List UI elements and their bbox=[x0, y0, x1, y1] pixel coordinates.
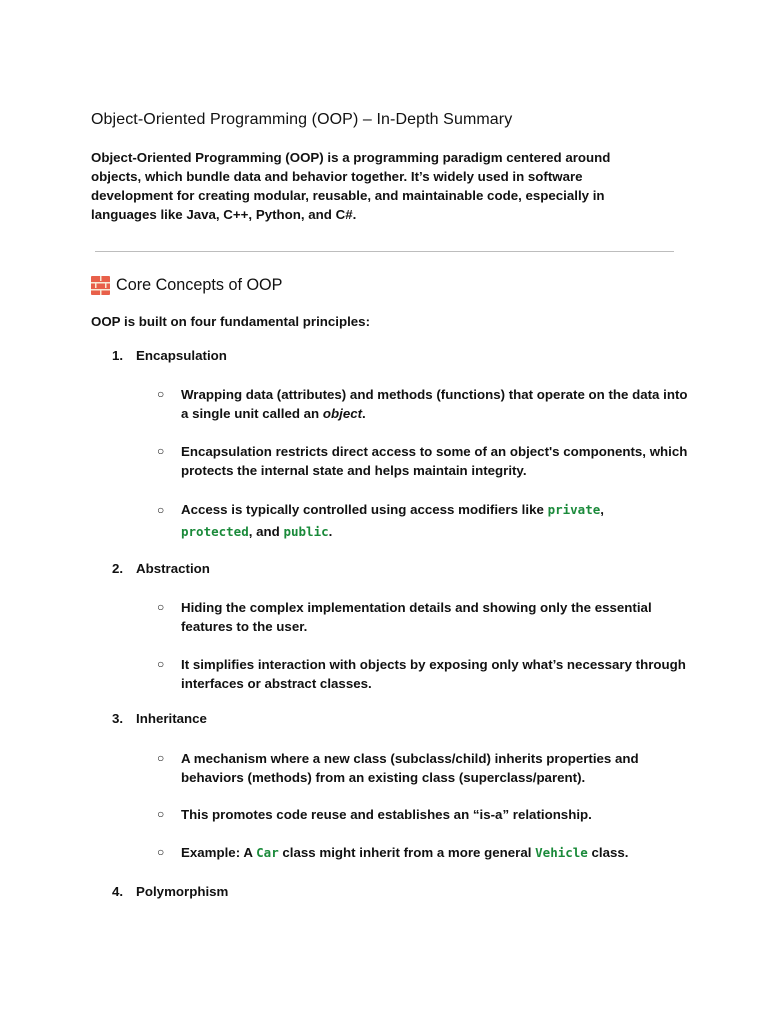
list-number: 4. bbox=[112, 884, 124, 899]
section-heading bbox=[91, 276, 282, 295]
list-item-polymorphism bbox=[112, 884, 228, 899]
bullet-marker: ○ bbox=[157, 444, 165, 458]
list-number: 2. bbox=[112, 561, 124, 576]
code-vehicle: Vehicle bbox=[535, 845, 588, 860]
bullet-marker: ○ bbox=[157, 387, 165, 401]
bullet-text: Access is typically controlled using access modifiers like private, protected, and public. bbox=[181, 502, 604, 539]
bullet-marker: ○ bbox=[157, 503, 165, 517]
bullet-text: Encapsulation restricts direct access to some of an object's components, which protects the internal state and helps maintain integrity. bbox=[181, 444, 688, 478]
intro-paragraph: Object-Oriented Programming (OOP) is a programming paradigm centered around objects, which bundle data and behavior together. It’s widely used in software development for creating modular, reusable, and maintainable code, especially in languages like Java, C++, Python, and C#. bbox=[91, 150, 611, 222]
list-item-inheritance bbox=[112, 711, 207, 726]
list-item-label: Encapsulation bbox=[136, 348, 227, 363]
bullet-text: Hiding the complex implementation details and showing only the essential features to the user. bbox=[181, 600, 652, 634]
bullet-text: It simplifies interaction with objects by exposing only what’s necessary through interfaces or abstract classes. bbox=[181, 657, 686, 691]
bullet-text: This promotes code reuse and establishes an “is-a” relationship. bbox=[181, 807, 592, 822]
list-number: 1. bbox=[112, 348, 124, 363]
code-protected: protected bbox=[181, 524, 249, 539]
bullet-marker: ○ bbox=[157, 600, 165, 614]
code-public: public bbox=[283, 524, 329, 539]
bullet-marker: ○ bbox=[157, 657, 165, 671]
bullet-text: A mechanism where a new class (subclass/child) inherits properties and behaviors (methods) from an existing class (superclass/parent). bbox=[181, 751, 639, 785]
list-number: 3. bbox=[112, 711, 124, 726]
list-item-encapsulation bbox=[112, 348, 227, 363]
horizontal-rule bbox=[95, 251, 674, 252]
bullet-marker: ○ bbox=[157, 751, 165, 765]
brick-icon bbox=[91, 276, 110, 295]
section-lead: OOP is built on four fundamental principles: bbox=[91, 314, 371, 329]
list-item-label: Inheritance bbox=[136, 711, 207, 726]
bullet-text: Wrapping data (attributes) and methods (functions) that operate on the data into a single unit called an object. bbox=[181, 387, 688, 421]
code-car: Car bbox=[256, 845, 279, 860]
bullet-text: Example: A Car class might inherit from a more general Vehicle class. bbox=[181, 845, 629, 860]
list-item-abstraction bbox=[112, 561, 210, 576]
code-private: private bbox=[547, 502, 601, 517]
page-title: Object-Oriented Programming (OOP) – In-Depth Summary bbox=[91, 111, 513, 128]
bullet-marker: ○ bbox=[157, 845, 165, 859]
list-item-label: Polymorphism bbox=[136, 884, 229, 899]
bullet-marker: ○ bbox=[157, 807, 165, 821]
section-heading-text: Core Concepts of OOP bbox=[116, 276, 283, 294]
list-item-label: Abstraction bbox=[136, 561, 210, 576]
